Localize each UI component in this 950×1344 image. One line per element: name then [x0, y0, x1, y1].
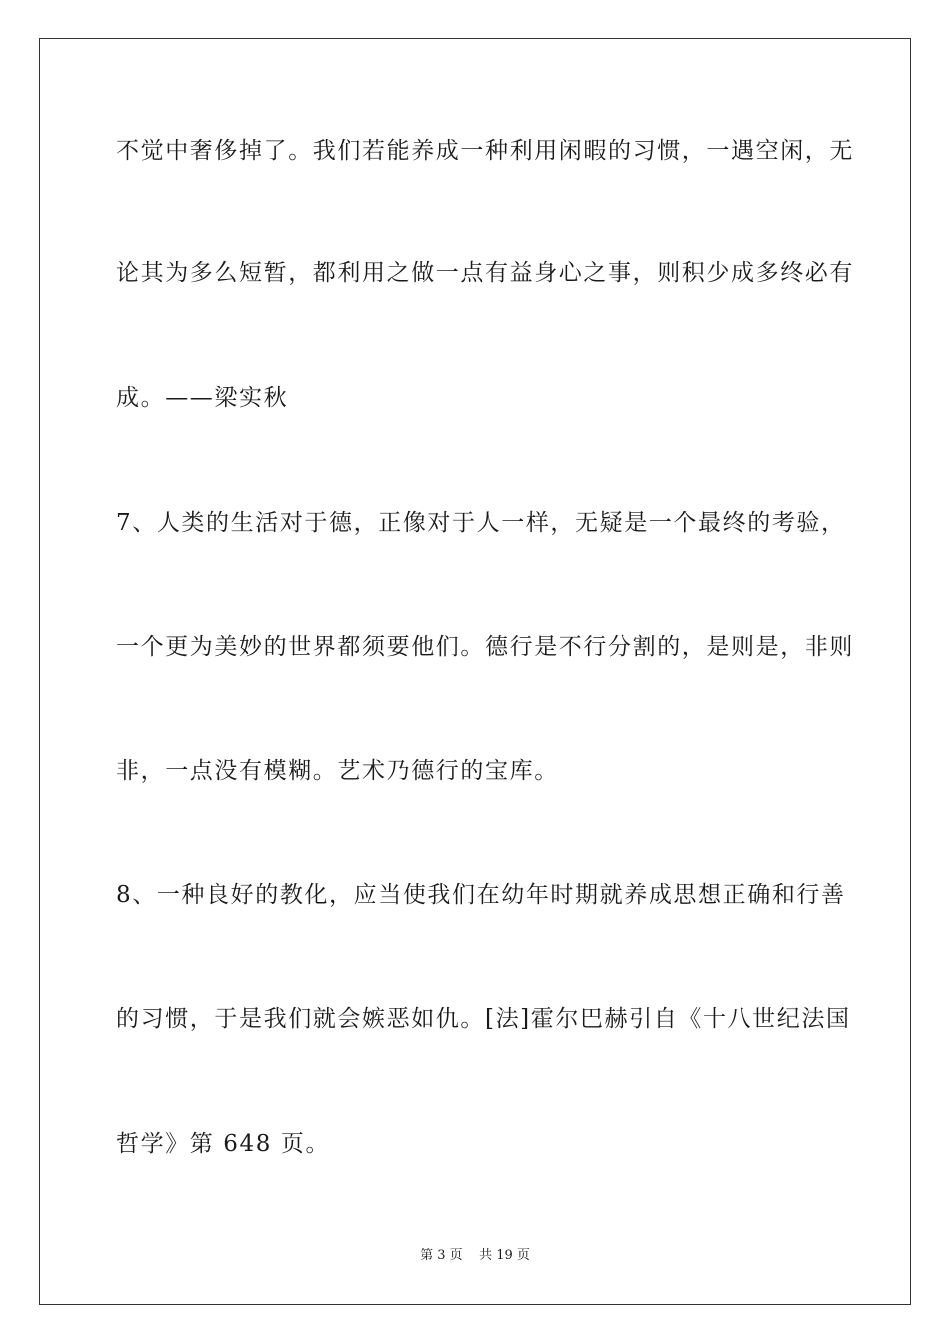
paragraph-line: 7、人类的生活对于德，正像对于人一样，无疑是一个最终的考验， — [116, 510, 846, 536]
paragraph-line: 的习惯，于是我们就会嫉恶如仇。[法]霍尔巴赫引自《十八世纪法国 — [116, 1006, 851, 1032]
paragraph-line: 哲学》第 648 页。 — [116, 1131, 331, 1157]
paragraph-line: 论其为多么短暂，都利用之做一点有益身心之事，则积少成多终必有 — [116, 260, 854, 286]
paragraph-line: 非，一点没有模糊。艺术乃德行的宝库。 — [116, 758, 559, 784]
paragraph-line: 8、一种良好的教化，应当使我们在幼年时期就养成思想正确和行善 — [116, 882, 846, 908]
page-frame — [39, 38, 911, 1305]
paragraph-line: 不觉中奢侈掉了。我们若能养成一种利用闲暇的习惯，一遇空闲，无 — [116, 138, 854, 164]
page-number-footer: 第 3 页 共 19 页 — [420, 1248, 530, 1263]
paragraph-line: 成。——梁实秋 — [116, 385, 289, 411]
paragraph-line: 一个更为美妙的世界都须要他们。德行是不行分割的，是则是，非则 — [116, 634, 854, 660]
